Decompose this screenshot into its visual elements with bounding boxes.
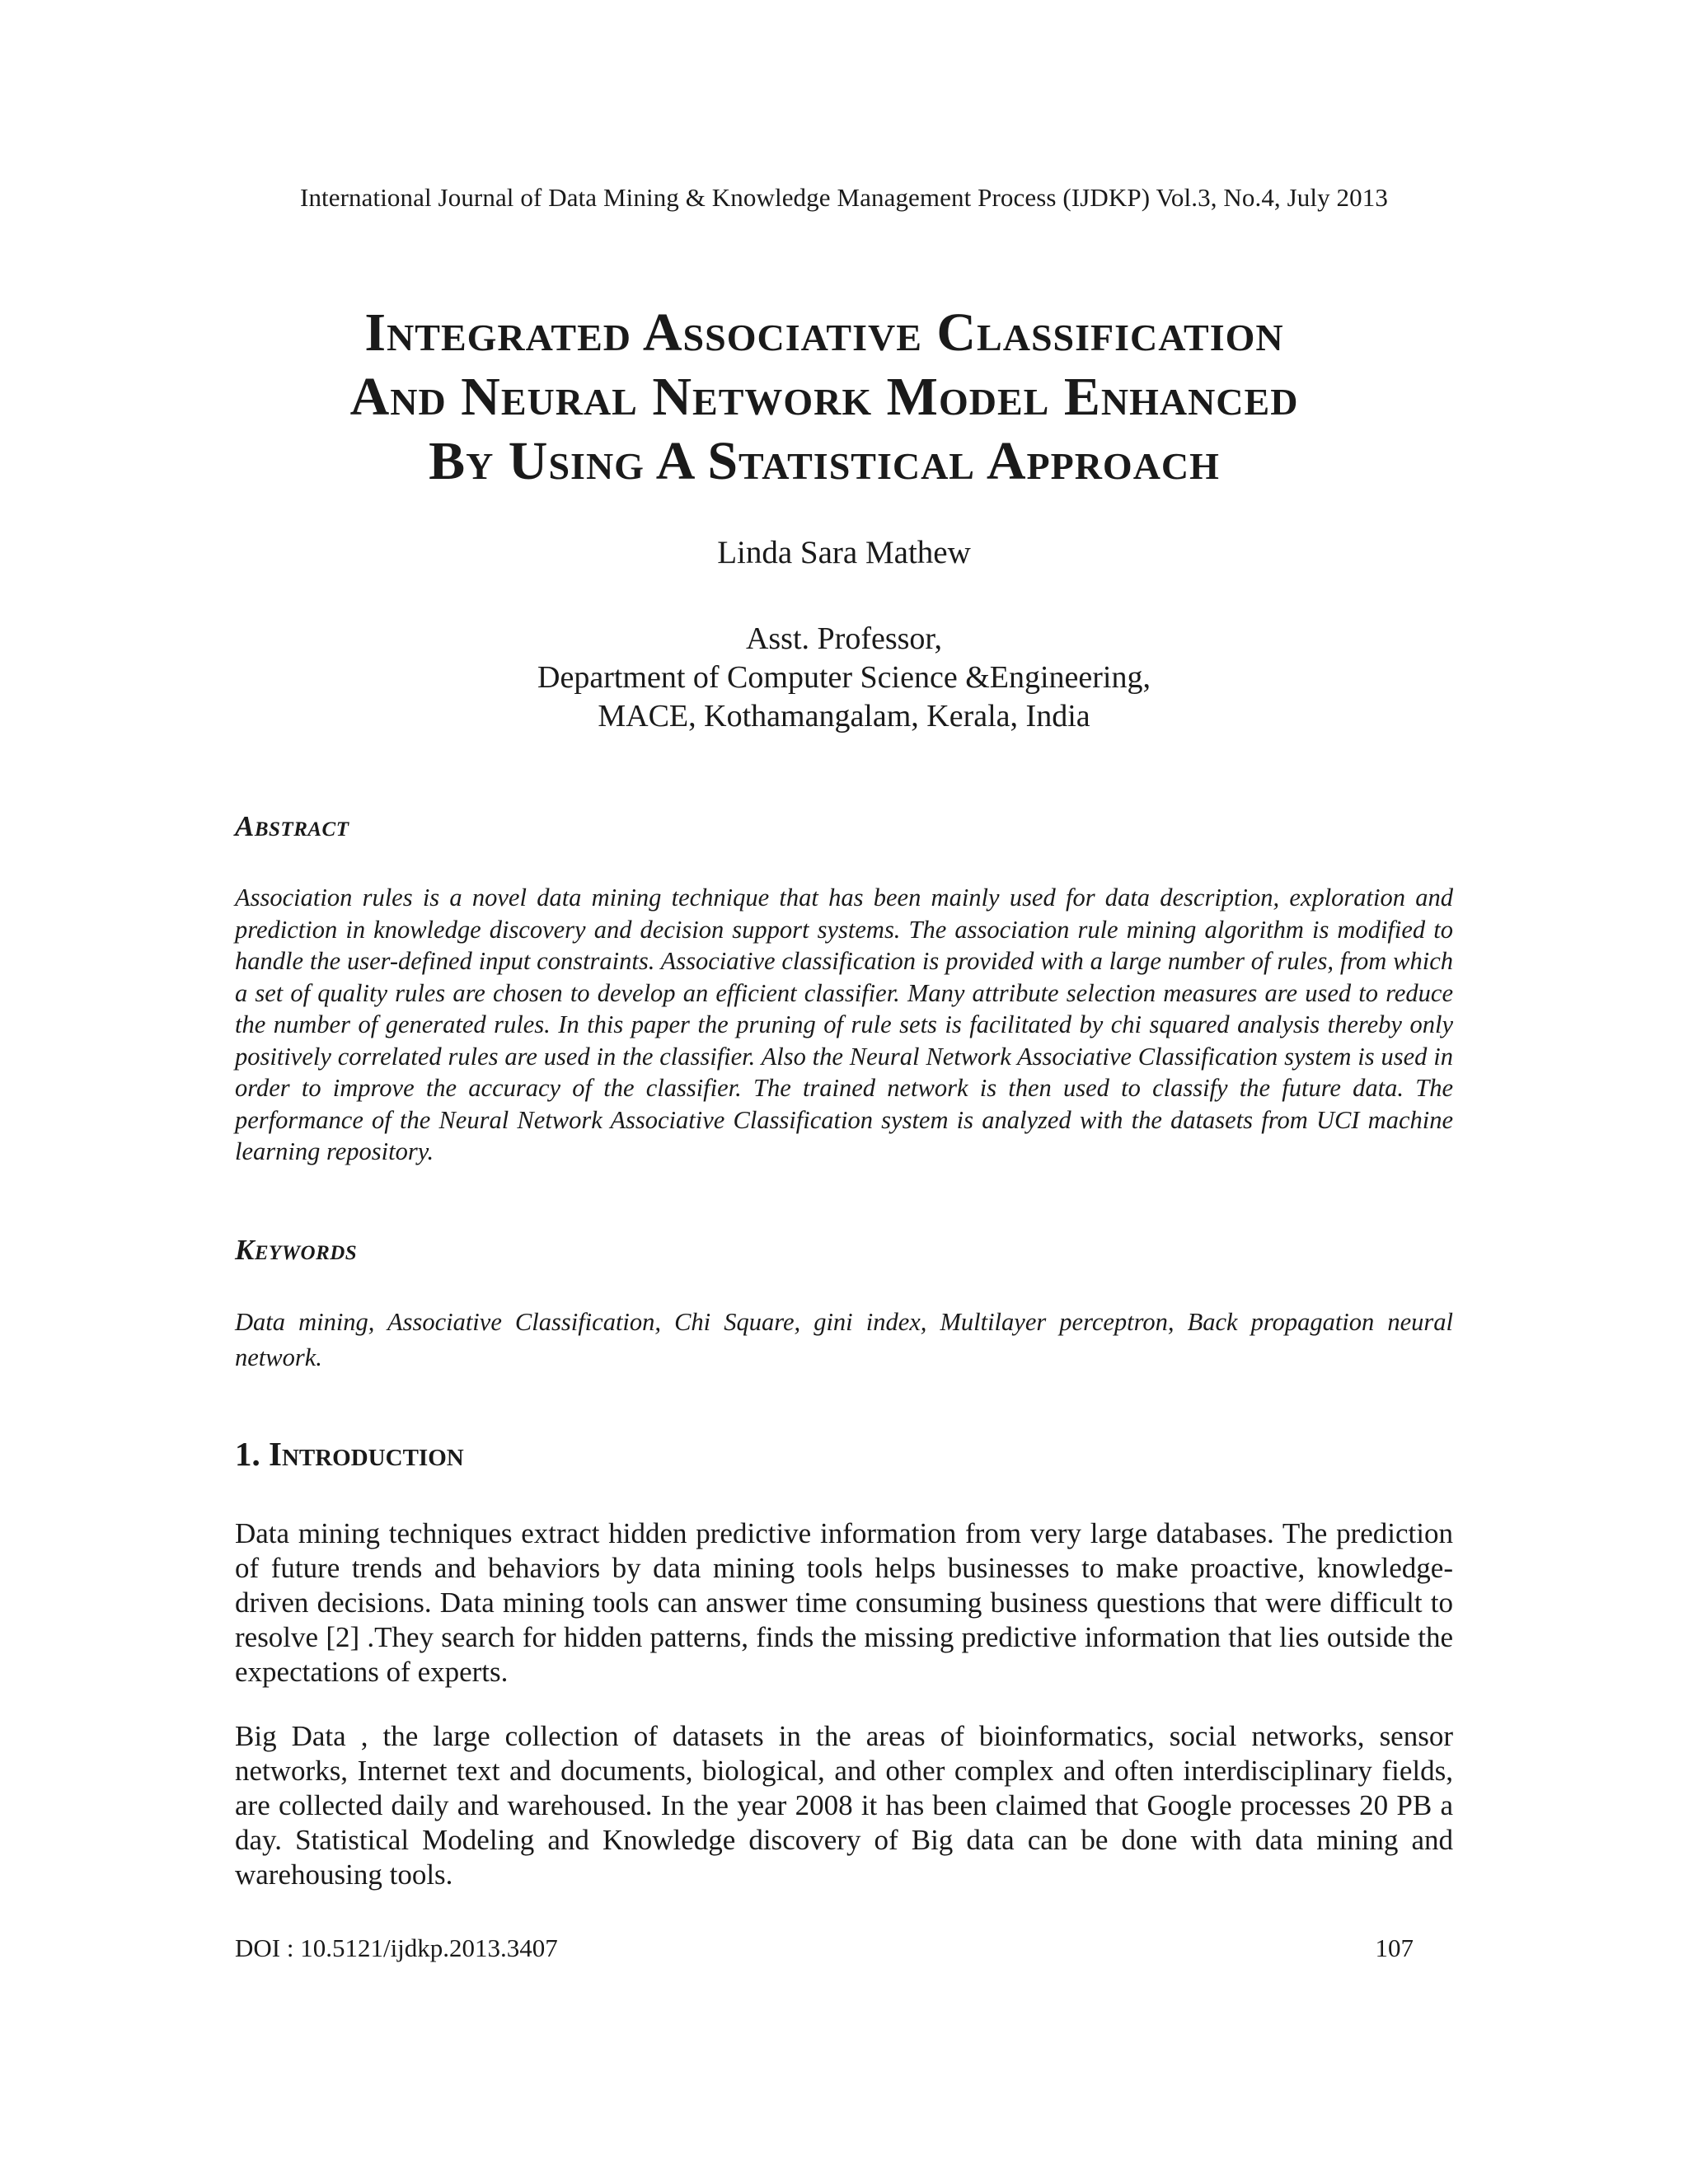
title-line: And Neural Network Model Enhanced bbox=[349, 367, 1299, 427]
keywords-text: Data mining, Associative Classification, Chi Square, gini index, Multilayer perceptron, Back propagation neural network. bbox=[235, 1308, 1453, 1371]
page-number: 107 bbox=[1375, 1933, 1414, 1962]
abstract-text: Association rules is a novel data mining technique that has been mainly used for data description, exploration and prediction in knowledge discovery and decision support systems. The association rule mining algorithm is modified to handle the user-defined input constraints. Associative classification is provided with a large number of rules, from which a set of quality rules are chosen to develop an efficient classifier. Many attribute selection measures are used to reduce the number of generated rules. In this paper the pruning of rule sets is facilitated by chi squared analysis thereby only positively correlated rules are used in the classifier. Also the Neural Network Associative Classification system is used in order to improve the accuracy of the classifier. The trained network is then used to classify the future data. The performance of the Neural Network Associative Classification system is analyzed with the datasets from UCI machine learning repository. bbox=[235, 883, 1453, 1165]
author-affiliation bbox=[0, 620, 1688, 736]
doi-footer: DOI : 10.5121/ijdkp.2013.3407 bbox=[235, 1933, 558, 1962]
running-header: International Journal of Data Mining & Knowledge Management Process (IJDKP) Vol.3, No.4, July 2013 bbox=[300, 183, 1388, 212]
author-name: Linda Sara Mathew bbox=[717, 535, 971, 570]
introduction-paragraph: Data mining techniques extract hidden predictive information from very large databases. The prediction of future trends and behaviors by data mining tools helps businesses to make proactive, knowledge-driven decisions. Data mining tools can answer time consuming business questions that were difficult to resolve [2] .They search for hidden patterns, finds the missing predictive information that lies outside the expectations of experts. bbox=[235, 1517, 1453, 1688]
paper-title bbox=[148, 301, 1500, 494]
title-line: Integrated Associative Classification bbox=[364, 302, 1284, 363]
affiliation-line: MACE, Kothamangalam, Kerala, India bbox=[598, 699, 1090, 733]
abstract-heading: Abstract bbox=[235, 810, 349, 842]
title-line: By Using A Statistical Approach bbox=[429, 431, 1220, 491]
affiliation-line: Department of Computer Science &Engineering, bbox=[537, 660, 1151, 695]
keywords-heading: Keywords bbox=[235, 1234, 358, 1266]
introduction-paragraph: Big Data , the large collection of datasets in the areas of bioinformatics, social networks, sensor networks, Internet text and documents, biological, and other complex and often interdisciplinary fields, are collected daily and warehoused. In the year 2008 it has been claimed that Google processes 20 PB a day. Statistical Modeling and Knowledge discovery of Big data can be done with data mining and warehousing tools. bbox=[235, 1720, 1453, 1891]
affiliation-line: Asst. Professor, bbox=[745, 621, 943, 656]
introduction-heading: 1. Introduction bbox=[235, 1435, 464, 1473]
